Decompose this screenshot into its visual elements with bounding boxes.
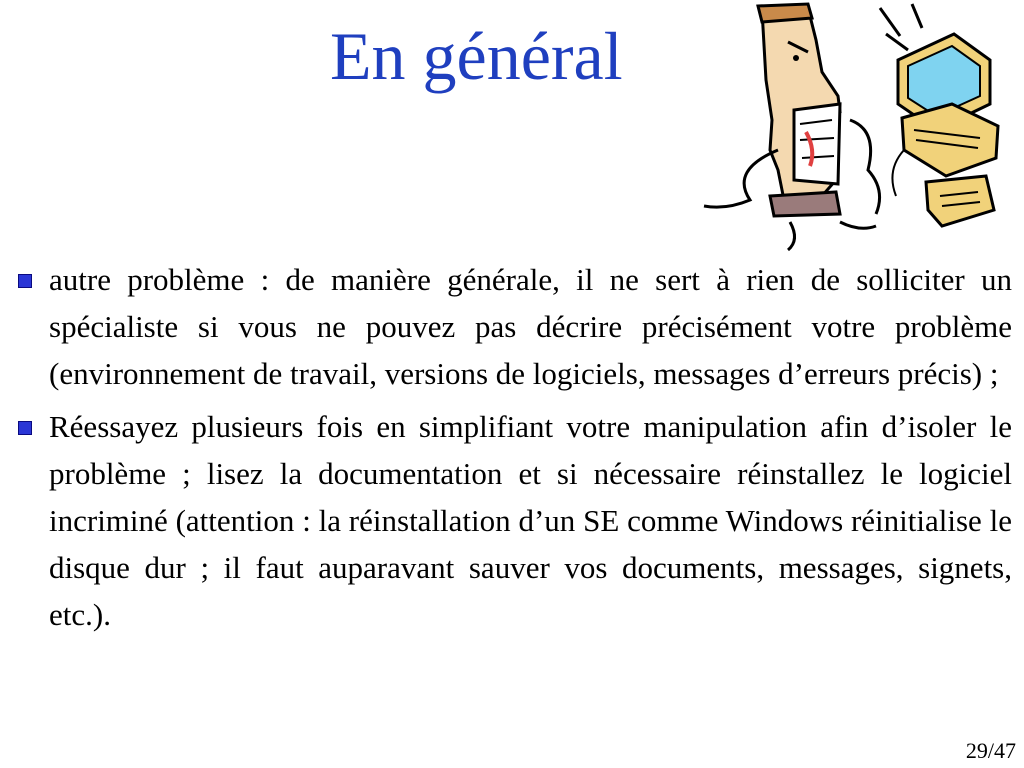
bullet-item: [18, 256, 1012, 397]
square-bullet-icon: [18, 421, 32, 435]
angry-man-computer-icon: [690, 0, 1024, 260]
slide-title: En général: [330, 18, 623, 94]
bullet-list: [18, 256, 1012, 644]
square-bullet-icon: [18, 274, 32, 288]
bullet-item: [18, 403, 1012, 638]
page-number: 29/47: [965, 738, 1016, 763]
bullet-text: Réessayez plusieurs fois en simplifiant votre manipulation afin d’isoler le problème ; lisez la documentation et si nécessaire réinstallez le logiciel incriminé (attention : la réinstallation d’un SE comme Windows réinitialise le disque dur ; il faut auparavant sauver vos documents, messages, signets, etc.).: [49, 409, 1012, 632]
bullet-text: autre problème : de manière générale, il ne sert à rien de solliciter un spécialiste si vous ne pouvez pas décrire précisément votre problème (environnement de travail, versions de logiciels, messages d’erreurs précis) ;: [49, 262, 1012, 391]
